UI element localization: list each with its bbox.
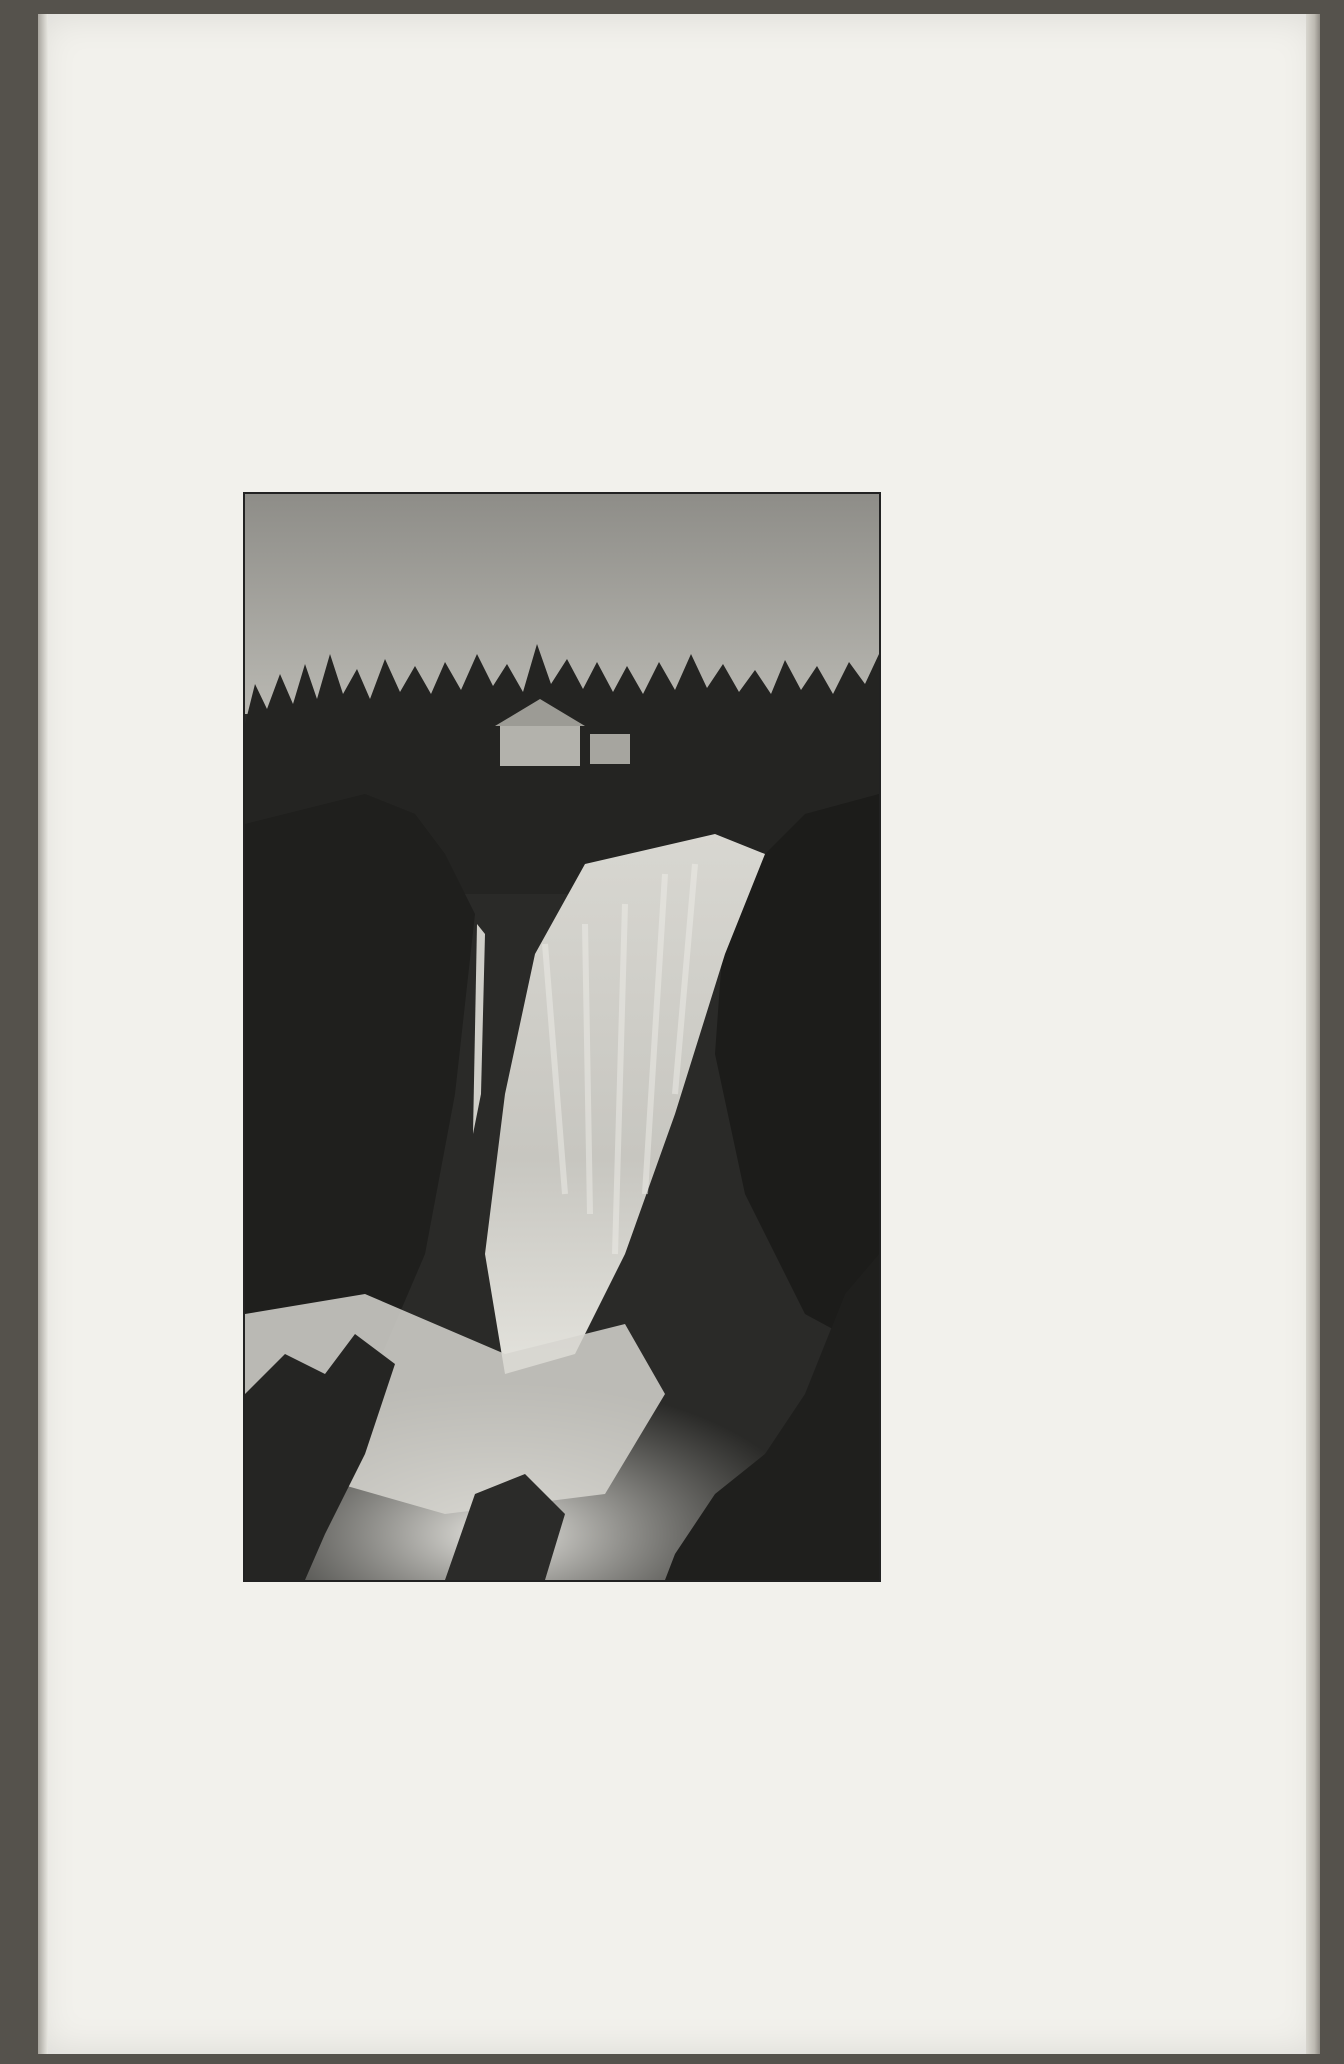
- page-left-edge: [38, 14, 48, 2054]
- waterfall-illustration: [245, 494, 879, 1580]
- waterfall-photograph: [243, 492, 881, 1582]
- page-right-edge: [1306, 14, 1320, 2054]
- running-header: [282, 330, 1042, 364]
